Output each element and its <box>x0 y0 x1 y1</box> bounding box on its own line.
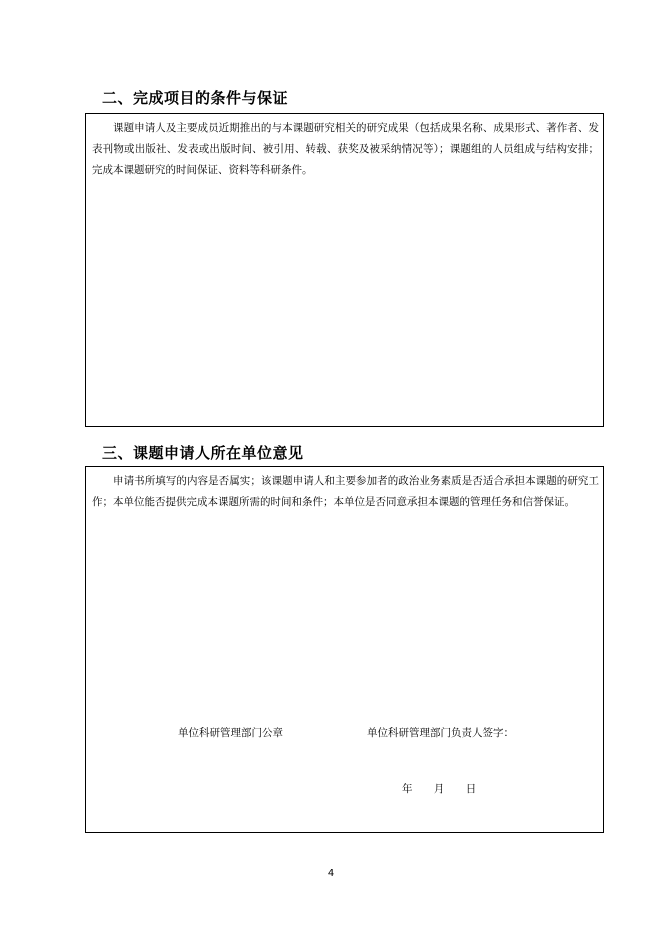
date-month-label: 月 <box>433 783 445 795</box>
section-2-instructions: 课题申请人及主要成员近期推出的与本课题研究相关的研究成果（包括成果名称、成果形式、著作者、发表刊物或出版社、发表或出版时间、被引用、转载、获奖及被采纳情况等）；课题组的人员组成与结构安排；完成本课题研究的时间保证、资料等科研条件。 <box>92 122 599 176</box>
signer-label: 单位科研管理部门负责人签字： <box>367 727 514 739</box>
seal-label: 单位科研管理部门公章 <box>178 727 283 739</box>
section-2-box[interactable] <box>85 113 604 427</box>
section-3-heading: 三、课题申请人所在单位意见 <box>102 444 304 462</box>
section-3-instructions: 申请书所填写的内容是否属实；该课题申请人和主要参加者的政治业务素质是否适合承担本课题的研究工作；本单位能否提供完成本课题所需的时间和条件；本单位是否同意承担本课题的管理任务和信誉保证。 <box>92 475 599 508</box>
section-3-box[interactable] <box>85 466 604 833</box>
date-row <box>402 782 494 796</box>
section-2-heading: 二、完成项目的条件与保证 <box>102 89 289 107</box>
page-number: 4 <box>327 868 335 879</box>
date-year-label: 年 <box>402 783 413 795</box>
date-day-label: 日 <box>465 783 477 795</box>
